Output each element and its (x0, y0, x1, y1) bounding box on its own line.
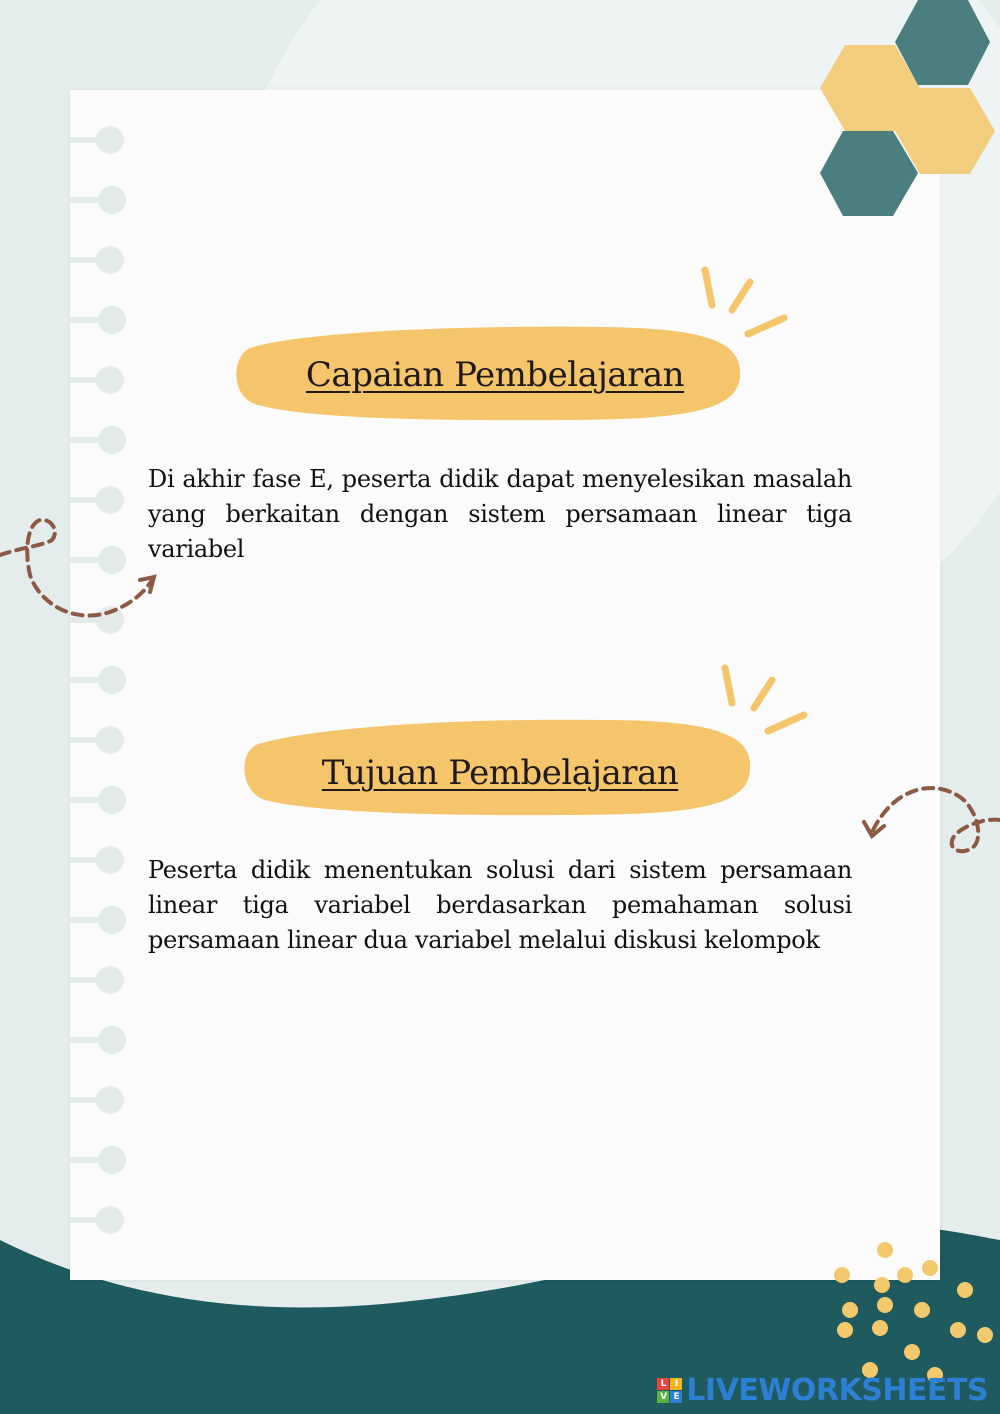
dotted-arrow-right (872, 788, 1000, 851)
dotted-arrow-left (0, 520, 152, 616)
section-body-capaian: Di akhir fase E, peserta didik dapat menyelesikan masalah yang berkaitan dengan sistem persamaan linear tiga variabel (148, 465, 852, 563)
section-heading-tujuan: Tujuan Pembelajaran (321, 753, 679, 793)
liveworksheets-logo-icon: L I V E (657, 1378, 682, 1403)
section-heading-capaian: Capaian Pembelajaran (305, 355, 685, 395)
section-2-heading-wrap (245, 738, 755, 808)
sparkle-2 (725, 668, 804, 731)
section-body-tujuan: Peserta didik menentukan solusi dari sistem persamaan linear tiga variabel berdasarkan pemahaman solusi persamaan linear dua variabel melalui diskusi kelompok (148, 856, 852, 954)
dot-pattern (834, 1242, 993, 1383)
liveworksheets-logo (657, 1373, 988, 1408)
brand-name: LIVEWORKSHEETS (686, 1373, 988, 1408)
section-1-heading-wrap (240, 340, 750, 410)
sparkle-1 (705, 270, 784, 334)
